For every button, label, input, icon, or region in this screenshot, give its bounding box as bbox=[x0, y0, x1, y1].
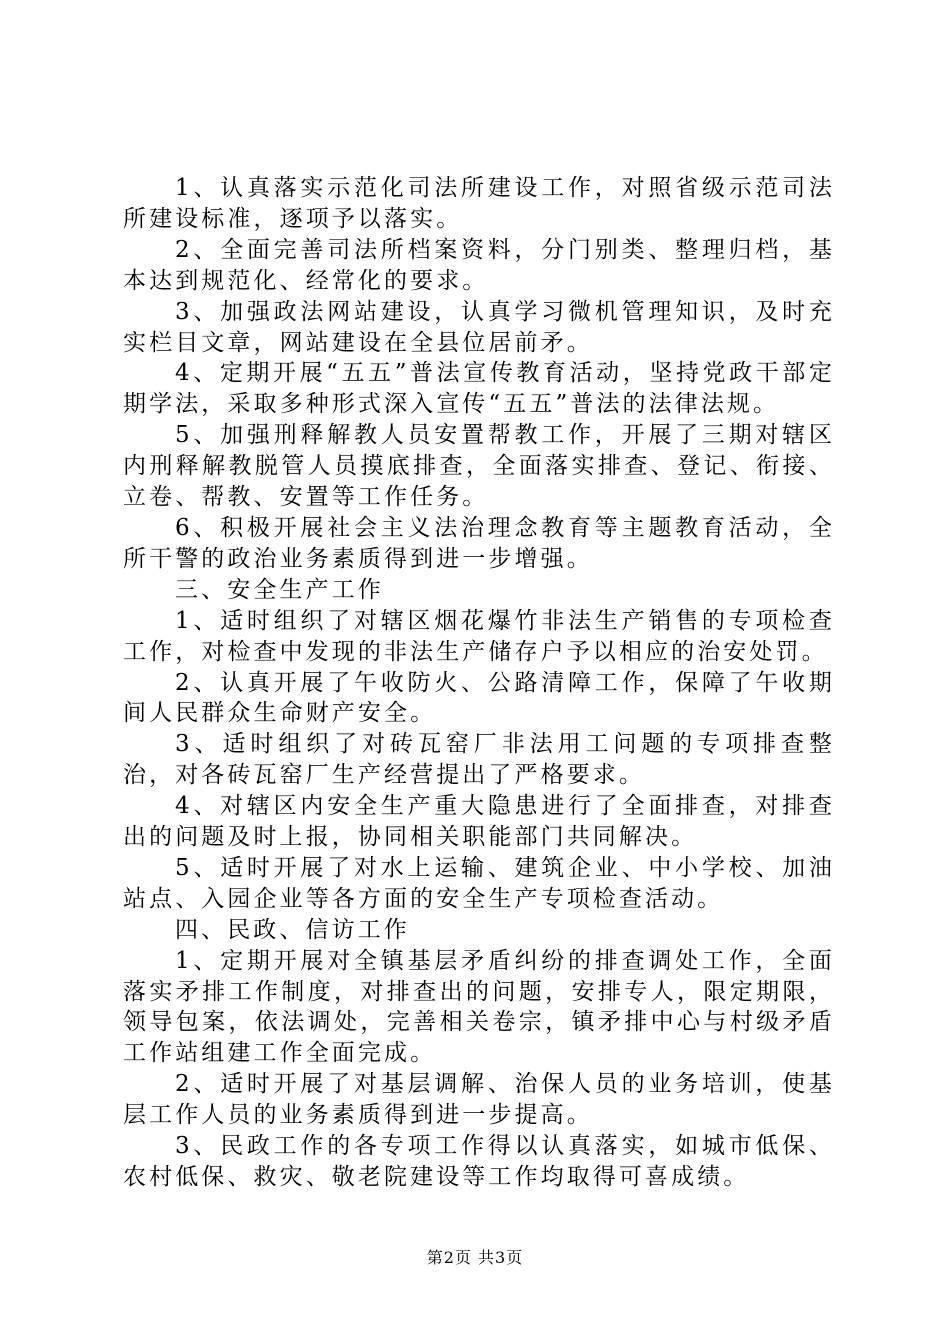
paragraph: 3、适时组织了对砖瓦窑厂非法用工问题的专项排查整治，对各砖瓦窑厂生产经营提出了严格要求。 bbox=[123, 731, 835, 789]
paragraph: 2、认真开展了午收防火、公路清障工作，保障了午收期间人民群众生命财产安全。 bbox=[123, 669, 835, 727]
paragraph: 2、适时开展了对基层调解、治保人员的业务培训，使基层工作人员的业务素质得到进一步提高。 bbox=[123, 1071, 835, 1129]
paragraph: 4、定期开展“五五”普法宣传教育活动，坚持党政干部定期学法，采取多种形式深入宣传“五五”普法的法律法规。 bbox=[123, 360, 835, 418]
paragraph: 1、适时组织了对辖区烟花爆竹非法生产销售的专项检查工作，对检查中发现的非法生产储存户予以相应的治安处罚。 bbox=[123, 607, 835, 665]
paragraph: 3、民政工作的各专项工作得以认真落实，如城市低保、农村低保、救灾、敬老院建设等工作均取得可喜成绩。 bbox=[123, 1133, 835, 1190]
section-heading: 四、民政、信访工作 bbox=[175, 916, 410, 943]
page-number-footer: 第2页 共3页 bbox=[426, 1248, 524, 1267]
paragraph: 4、对辖区内安全生产重大隐患进行了全面排查，对排查出的问题及时上报，协同相关职能部门共同解决。 bbox=[123, 793, 835, 851]
document-body bbox=[123, 173, 835, 1193]
paragraph: 6、积极开展社会主义法治理念教育等主题教育活动，全所干警的政治业务素质得到进一步增强。 bbox=[123, 514, 835, 572]
paragraph: 1、认真落实示范化司法所建设工作，对照省级示范司法所建设标准，逐项予以落实。 bbox=[123, 175, 835, 232]
paragraph: 2、全面完善司法所档案资料，分门别类、整理归档，基本达到规范化、经常化的要求。 bbox=[123, 236, 835, 294]
section-heading: 三、安全生产工作 bbox=[175, 576, 384, 603]
paragraph: 3、加强政法网站建设，认真学习微机管理知识，及时充实栏目文章，网站建设在全县位居前矛。 bbox=[123, 298, 835, 356]
paragraph: 5、加强刑释解教人员安置帮教工作，开展了三期对辖区内刑释解教脱管人员摸底排查，全面落实排查、登记、衔接、立卷、帮教、安置等工作任务。 bbox=[123, 422, 835, 511]
paragraph: 1、定期开展对全镇基层矛盾纠纷的排查调处工作，全面落实矛排工作制度，对排查出的问题，安排专人，限定期限，领导包案，依法调处，完善相关卷宗，镇矛排中心与村级矛盾工作站组建工作全面完成。 bbox=[123, 947, 835, 1067]
paragraph: 5、适时开展了对水上运输、建筑企业、中小学校、加油站点、入园企业等各方面的安全生产专项检查活动。 bbox=[123, 854, 835, 912]
